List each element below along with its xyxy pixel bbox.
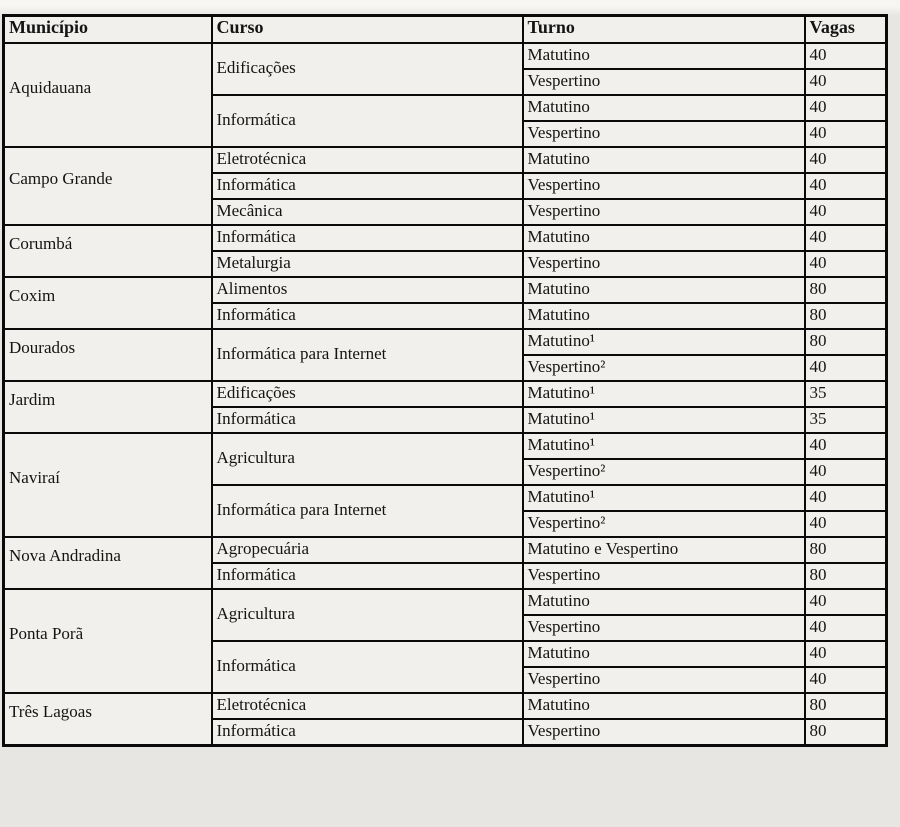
- curso-cell: Agropecuária: [212, 537, 523, 563]
- turno-cell: Matutino: [523, 147, 805, 173]
- vagas-cell: 40: [805, 95, 887, 121]
- vagas-cell: 80: [805, 303, 887, 329]
- turno-cell: Vespertino: [523, 615, 805, 641]
- vagas-cell: 40: [805, 615, 887, 641]
- curso-cell: Informática: [212, 173, 523, 199]
- vagas-cell: 80: [805, 277, 887, 303]
- table-row: [4, 693, 887, 719]
- turno-cell: Matutino e Vespertino: [523, 537, 805, 563]
- turno-cell: Vespertino²: [523, 511, 805, 537]
- turno-cell: Vespertino²: [523, 459, 805, 485]
- turno-cell: Matutino¹: [523, 485, 805, 511]
- turno-cell: Matutino¹: [523, 381, 805, 407]
- vagas-cell: 40: [805, 459, 887, 485]
- turno-cell: Vespertino: [523, 69, 805, 95]
- table-row: [4, 43, 887, 69]
- municipio-cell: Jardim: [4, 381, 212, 433]
- curso-cell: Informática: [212, 407, 523, 433]
- municipio-cell: Ponta Porã: [4, 589, 212, 693]
- turno-cell: Matutino: [523, 589, 805, 615]
- header-curso: Curso: [212, 16, 523, 44]
- header-municipio: Município: [4, 16, 212, 44]
- table-row: [4, 225, 887, 251]
- curso-cell: Edificações: [212, 43, 523, 95]
- vagas-cell: 40: [805, 121, 887, 147]
- vagas-cell: 40: [805, 485, 887, 511]
- curso-cell: Informática: [212, 225, 523, 251]
- table-row: [4, 537, 887, 563]
- vagas-cell: 35: [805, 407, 887, 433]
- curso-cell: Informática para Internet: [212, 485, 523, 537]
- table-row: [4, 381, 887, 407]
- turno-cell: Vespertino: [523, 251, 805, 277]
- curso-cell: Agricultura: [212, 589, 523, 641]
- curso-cell: Informática: [212, 719, 523, 745]
- table-row: [4, 329, 887, 355]
- turno-cell: Matutino: [523, 277, 805, 303]
- municipio-cell: Aquidauana: [4, 43, 212, 147]
- curso-cell: Informática para Internet: [212, 329, 523, 381]
- municipio-cell: Nova Andradina: [4, 537, 212, 589]
- table-row: [4, 589, 887, 615]
- turno-cell: Matutino: [523, 693, 805, 719]
- turno-cell: Matutino¹: [523, 407, 805, 433]
- curso-cell: Mecânica: [212, 199, 523, 225]
- curso-cell: Edificações: [212, 381, 523, 407]
- vagas-cell: 40: [805, 69, 887, 95]
- turno-cell: Vespertino: [523, 199, 805, 225]
- turno-cell: Vespertino: [523, 173, 805, 199]
- turno-cell: Matutino: [523, 303, 805, 329]
- vagas-cell: 80: [805, 693, 887, 719]
- municipio-cell: Naviraí: [4, 433, 212, 537]
- curso-cell: Informática: [212, 95, 523, 147]
- turno-cell: Matutino: [523, 43, 805, 69]
- vagas-cell: 40: [805, 199, 887, 225]
- turno-cell: Matutino: [523, 225, 805, 251]
- turno-cell: Matutino: [523, 641, 805, 667]
- turno-cell: Vespertino²: [523, 355, 805, 381]
- vagas-cell: 35: [805, 381, 887, 407]
- turno-cell: Matutino¹: [523, 433, 805, 459]
- turno-cell: Vespertino: [523, 667, 805, 693]
- curso-cell: Informática: [212, 641, 523, 693]
- vagas-cell: 40: [805, 511, 887, 537]
- curso-cell: Metalurgia: [212, 251, 523, 277]
- vagas-cell: 40: [805, 433, 887, 459]
- vagas-cell: 80: [805, 537, 887, 563]
- turno-cell: Vespertino: [523, 563, 805, 589]
- curso-cell: Eletrotécnica: [212, 693, 523, 719]
- vagas-cell: 40: [805, 225, 887, 251]
- header-turno: Turno: [523, 16, 805, 44]
- curso-cell: Agricultura: [212, 433, 523, 485]
- turno-cell: Vespertino: [523, 719, 805, 745]
- vagas-cell: 80: [805, 329, 887, 355]
- municipio-cell: Três Lagoas: [4, 693, 212, 745]
- vagas-cell: 40: [805, 589, 887, 615]
- vagas-cell: 40: [805, 641, 887, 667]
- header-vagas: Vagas: [805, 16, 887, 44]
- table-row: [4, 147, 887, 173]
- municipio-cell: Campo Grande: [4, 147, 212, 225]
- turno-cell: Matutino: [523, 95, 805, 121]
- table-row: [4, 433, 887, 459]
- vagas-cell: 40: [805, 251, 887, 277]
- turno-cell: Vespertino: [523, 121, 805, 147]
- turno-cell: Matutino¹: [523, 329, 805, 355]
- vagas-cell: 40: [805, 355, 887, 381]
- vacancies-table: [2, 14, 888, 747]
- curso-cell: Eletrotécnica: [212, 147, 523, 173]
- vagas-cell: 40: [805, 43, 887, 69]
- table-row: [4, 277, 887, 303]
- header-row: [4, 16, 887, 44]
- municipio-cell: Coxim: [4, 277, 212, 329]
- vagas-cell: 40: [805, 147, 887, 173]
- curso-cell: Alimentos: [212, 277, 523, 303]
- municipio-cell: Dourados: [4, 329, 212, 381]
- vagas-cell: 80: [805, 719, 887, 745]
- table-body: [4, 43, 887, 745]
- vagas-cell: 40: [805, 173, 887, 199]
- municipio-cell: Corumbá: [4, 225, 212, 277]
- curso-cell: Informática: [212, 563, 523, 589]
- vagas-cell: 40: [805, 667, 887, 693]
- curso-cell: Informática: [212, 303, 523, 329]
- vagas-cell: 80: [805, 563, 887, 589]
